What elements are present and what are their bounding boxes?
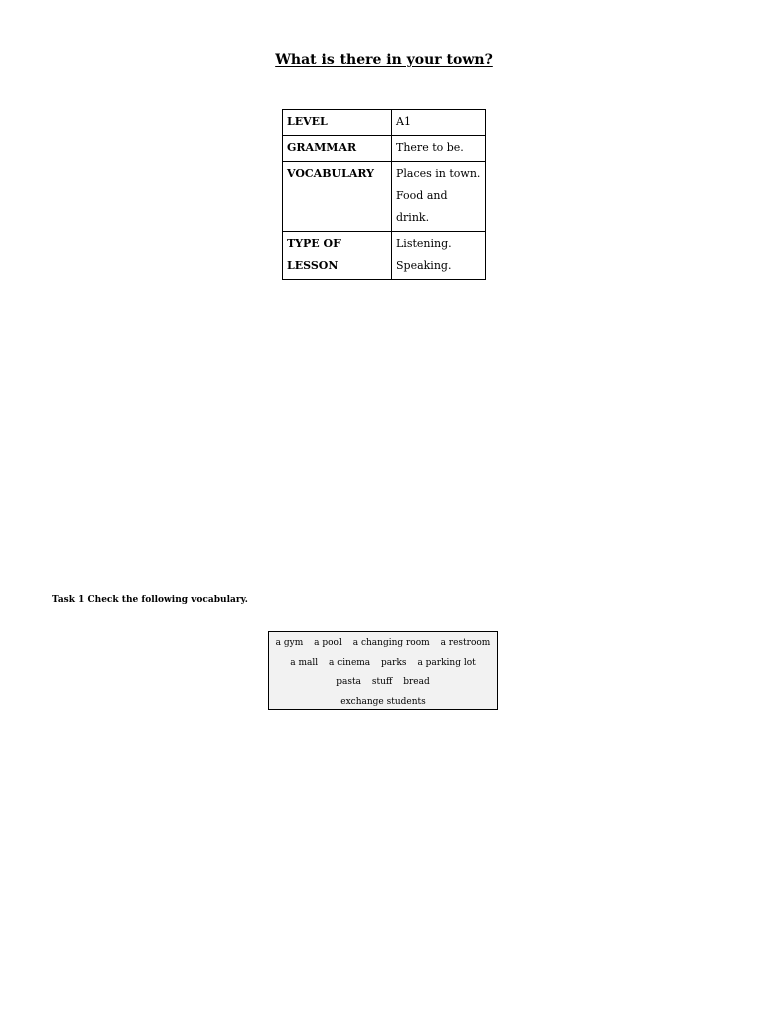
cell-line: Places in town. bbox=[396, 167, 481, 180]
row-value-grammar bbox=[392, 136, 486, 162]
lesson-info-table bbox=[282, 109, 486, 280]
vocabulary-word: a pool bbox=[314, 638, 342, 648]
row-label-vocabulary: VOCABULARY bbox=[283, 162, 392, 232]
row-label-grammar: GRAMMAR bbox=[283, 136, 392, 162]
cell-line: There to be. bbox=[396, 141, 464, 154]
table-row bbox=[283, 162, 486, 232]
cell-line: Food and drink. bbox=[396, 189, 448, 224]
task-1-instruction: Task 1 Check the following vocabulary. bbox=[52, 595, 248, 605]
row-value-type-of-lesson bbox=[392, 232, 486, 280]
vocabulary-word: stuff bbox=[371, 677, 393, 688]
vocabulary-line bbox=[269, 634, 497, 654]
row-value-vocabulary bbox=[392, 162, 486, 232]
vocabulary-word: bread bbox=[403, 677, 430, 688]
cell-line: Speaking. bbox=[396, 259, 452, 272]
vocabulary-box bbox=[268, 631, 498, 710]
vocabulary-word: a restroom bbox=[440, 638, 491, 648]
table-row bbox=[283, 136, 486, 162]
vocabulary-word: a cinema bbox=[329, 657, 371, 668]
vocabulary-word: exchange students bbox=[340, 696, 426, 707]
row-value-level bbox=[392, 110, 486, 136]
table-row bbox=[283, 110, 486, 136]
vocabulary-line bbox=[269, 673, 497, 693]
vocabulary-word: pasta bbox=[336, 677, 361, 688]
cell-line: A1 bbox=[396, 115, 411, 128]
vocabulary-word: a gym bbox=[275, 638, 304, 648]
row-label-type-of-lesson: TYPE OF LESSON bbox=[283, 232, 392, 280]
table-row bbox=[283, 232, 486, 280]
cell-line: Listening. bbox=[396, 237, 452, 250]
page-title: What is there in your town? bbox=[275, 52, 493, 68]
vocabulary-line bbox=[269, 693, 497, 713]
vocabulary-line bbox=[269, 654, 497, 674]
row-label-level: LEVEL bbox=[283, 110, 392, 136]
vocabulary-word: parks bbox=[381, 657, 407, 668]
vocabulary-word: a parking lot bbox=[417, 657, 476, 668]
vocabulary-word: a changing room bbox=[352, 638, 430, 648]
vocabulary-word: a mall bbox=[290, 657, 319, 668]
